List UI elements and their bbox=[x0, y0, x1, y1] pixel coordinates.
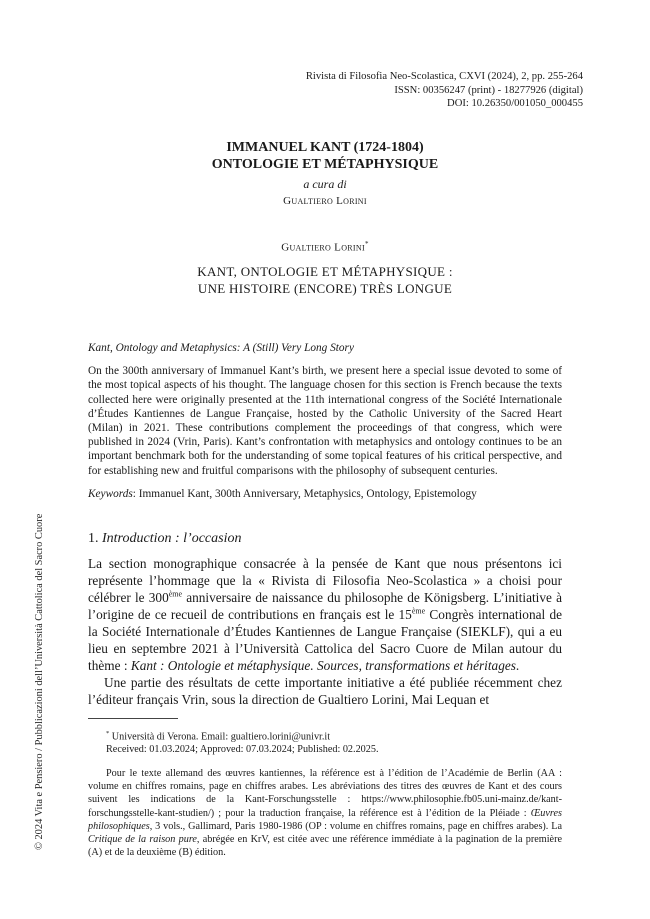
section-body bbox=[88, 555, 562, 708]
edition-note bbox=[88, 767, 562, 859]
p1-text-b: anniversaire de naissance du philosophe de Königsberg. L’initiative à l’origine de ce recueil de contributions en français est le 15 bbox=[88, 590, 562, 622]
author-footnote-mark: * bbox=[364, 240, 369, 248]
note-part3: , abrégée en KrV, est citée avec une référence immédiate à la pagination de la première (A) et de la deuxième (B) édition. bbox=[88, 834, 562, 859]
footnote-rule bbox=[88, 718, 178, 719]
issn: ISSN: 00356247 (print) - 18277926 (digital) bbox=[394, 84, 583, 96]
paragraph-2: Une partie des résultats de cette importante initiative a été publiée récemment chez l’éditeur français Vrin, sous la direction de Gualtiero Lorini, Mai Lequan et bbox=[88, 675, 562, 707]
p1-text-c: Congrès international de la Société Internationale d’Études Kantiennes de Langue Française (SIEKLF), qui a eu lieu en septembre 2021 à l’Università Cattolica del Sacro Cuore de Milan autour du thème : bbox=[88, 607, 562, 673]
issue-title-line1: IMMANUEL KANT (1724-1804) bbox=[226, 140, 424, 155]
author-footnote bbox=[88, 727, 562, 756]
issue-editor: Gualtiero Lorini bbox=[283, 195, 367, 207]
a-cura-di: a cura di bbox=[303, 177, 347, 191]
note-critique: Critique de la raison pure bbox=[88, 834, 197, 846]
section-title: Introduction : l’occasion bbox=[102, 531, 242, 546]
doi: DOI: 10.26350/001050_000455 bbox=[447, 98, 583, 110]
author-name: Gualtiero Lorini bbox=[281, 241, 365, 254]
note-part1: Pour le texte allemand des œuvres kantiennes, la référence est à l’édition de l’Académie de Berlin (AA : volume en chiffres romains, page en chiffres arabes. Les abréviations des titres des œuvres de Kant et des cours suivent les indications de la Kant-Forschungsstelle : https://www.philosophie.fb05.uni-mainz.de/kant-forschungsstelle-kant-studien/) ; pour la traduction française, la référence est à l’édition de la Pléiade : bbox=[88, 768, 562, 819]
article-author bbox=[88, 240, 562, 254]
footnote-dates: Received: 01.03.2024; Approved: 07.03.2024; Published: 02.2025. bbox=[106, 744, 379, 756]
keywords bbox=[88, 487, 562, 501]
section-heading bbox=[88, 531, 562, 547]
journal-citation: Rivista di Filosofia Neo-Scolastica, CXVI (2024), 2, pp. 255-264 bbox=[305, 71, 583, 82]
footnote-mark: * bbox=[106, 730, 110, 737]
section-number: 1. bbox=[88, 531, 99, 546]
p1-text-a: La section monographique consacrée à la pensée de Kant que nous présentons ici représente l’hommage que la « Rivista di Filosofia Neo-Scolastica » a choisi pour célébrer le 300 bbox=[88, 556, 562, 605]
footnote-affiliation bbox=[88, 727, 562, 743]
p1-theme: Kant : Ontologie et métaphysique. Sources, transformations et héritages bbox=[130, 658, 516, 673]
p1-sup-1: ème bbox=[168, 589, 183, 599]
keywords-list: : Immanuel Kant, 300th Anniversary, Metaphysics, Ontology, Epistemology bbox=[132, 487, 477, 500]
article-title-line2: UNE HISTOIRE (ENCORE) TRÈS LONGUE bbox=[197, 280, 453, 296]
p1-sup-2: ème bbox=[411, 606, 426, 616]
keywords-label: Keywords bbox=[88, 487, 133, 500]
article-title bbox=[88, 263, 562, 297]
note-part2: , 3 vols., Gallimard, Paris 1980-1986 (OP : volume en chiffres romains, page en chiffres arabes). La bbox=[149, 820, 562, 832]
p1-end: . bbox=[515, 658, 520, 673]
journal-header bbox=[306, 70, 583, 111]
copyright-spine: © 2024 Vita e Pensiero / Pubblicazioni dell’Università Cattolica del Sacro Cuore bbox=[34, 513, 45, 850]
abstract-text: On the 300th anniversary of Immanuel Kant’s birth, we present here a special issue devoted to some of the most topical aspects of his thought. The language chosen for this section is French because the texts collected here were originally presented at the 11th international congress of the Société Internationale d’Études Kantiennes de Langue Française, hosted by the Catholic University of the Sacred Heart (Milan) in 2021. These contributions complement the proceedings of that congress, which were published in 2024 (Vrin, Paris). Kant’s confrontation with metaphysics and ontology continues to be an important benchmark both for the understanding of some topical features of his critical perspective, and for establishing new and fruitful comparisons with the philosophy of subsequent centuries. bbox=[88, 365, 562, 477]
abstract bbox=[88, 341, 562, 501]
article-title-line1: KANT, ONTOLOGIE ET MÉTAPHYSIQUE : bbox=[197, 263, 453, 279]
note-oeuvres: Œuvres philosophiques bbox=[88, 807, 562, 832]
paragraph-1 bbox=[88, 555, 562, 674]
section-introduction bbox=[88, 531, 562, 708]
issue-title-line2: ONTOLOGIE ET MÉTAPHYSIQUE bbox=[211, 156, 439, 172]
title-block bbox=[88, 140, 562, 297]
english-title: Kant, Ontology and Metaphysics: A (Still) Very Long Story bbox=[88, 342, 354, 354]
footnote-email: Università di Verona. Email: gualtiero.lorini@univr.it bbox=[109, 731, 331, 743]
